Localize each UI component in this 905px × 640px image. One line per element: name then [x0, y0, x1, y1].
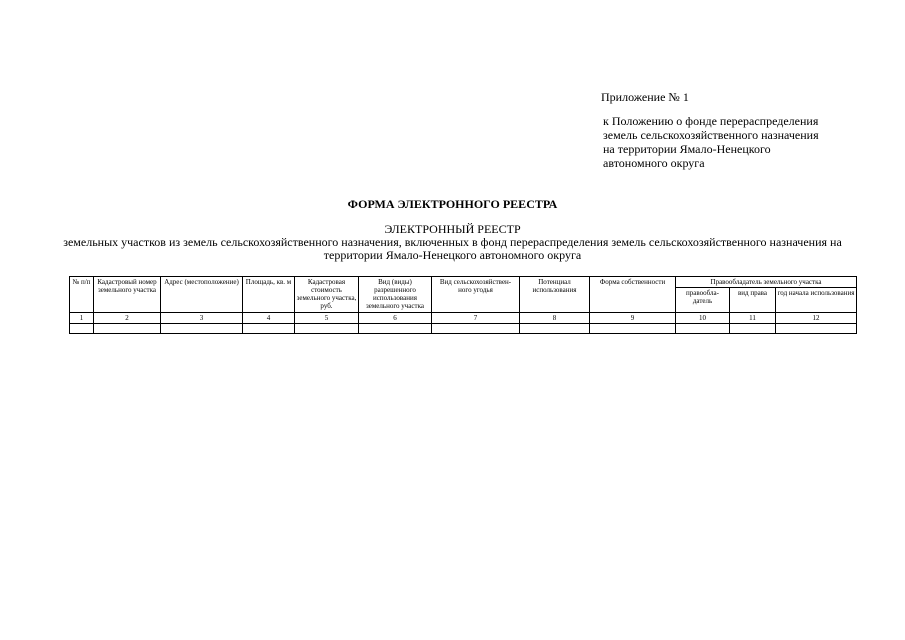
- table-row: [70, 324, 857, 334]
- column-number: 7: [432, 313, 520, 324]
- table-cell: [730, 324, 776, 334]
- table-header-cell: Кадастровый номер земельного участка: [94, 277, 161, 313]
- table-cell: [520, 324, 590, 334]
- table-subheader-cell: правообла- датель: [676, 288, 730, 313]
- column-number: 3: [161, 313, 243, 324]
- column-number: 2: [94, 313, 161, 324]
- register-subtitle: земельных участков из земель сельскохозяйственного назначения, включенных в фонд перераспределения земель сельскохозяйственного назначения на территории Ямало-Ненецкого автономного округа: [63, 235, 842, 262]
- table-subheader-cell: вид права: [730, 288, 776, 313]
- table-cell: [161, 324, 243, 334]
- table-cell: [359, 324, 432, 334]
- appendix-block: [601, 90, 819, 170]
- appendix-text: к Положению о фонде перераспределения земель сельскохозяйственного назначения на территории Ямало-Ненецкого автономного округа: [603, 114, 819, 170]
- column-number: 12: [776, 313, 857, 324]
- table-subheader-cell: год начала использования: [776, 288, 857, 313]
- table-group-header: Правообладатель земельного участка: [676, 277, 857, 288]
- table-header-cell: Площадь, кв. м: [243, 277, 295, 313]
- table-cell: [776, 324, 857, 334]
- table-header-cell: Кадастровая стоимость земельного участка, руб.: [295, 277, 359, 313]
- table-header-cell: Потенциал использования: [520, 277, 590, 313]
- column-number: 8: [520, 313, 590, 324]
- table-cell: [432, 324, 520, 334]
- column-number: 5: [295, 313, 359, 324]
- table-header-cell: Адрес (местоположение): [161, 277, 243, 313]
- register-title: ЭЛЕКТРОННЫЙ РЕЕСТР: [384, 222, 521, 236]
- table-header-cell: Форма собственности: [590, 277, 676, 313]
- column-number: 1: [70, 313, 94, 324]
- table-cell: [590, 324, 676, 334]
- table-header-cell: Вид сельскохозяйствен- ного угодья: [432, 277, 520, 313]
- column-number: 10: [676, 313, 730, 324]
- table-header-cell: Вид (виды) разрешенного использования земельного участка: [359, 277, 432, 313]
- table-cell: [243, 324, 295, 334]
- table-cell: [94, 324, 161, 334]
- table-cell: [676, 324, 730, 334]
- form-heading: ФОРМА ЭЛЕКТРОННОГО РЕЕСТРА: [347, 197, 558, 211]
- table-cell: [295, 324, 359, 334]
- table-header-row: [70, 277, 857, 288]
- appendix-title: Приложение № 1: [601, 90, 689, 104]
- column-number: 9: [590, 313, 676, 324]
- column-number: 11: [730, 313, 776, 324]
- table-header-cell: № п/п: [70, 277, 94, 313]
- registry-table: [69, 276, 857, 334]
- table-cell: [70, 324, 94, 334]
- column-number: 4: [243, 313, 295, 324]
- column-number: 6: [359, 313, 432, 324]
- table-number-row: [70, 313, 857, 324]
